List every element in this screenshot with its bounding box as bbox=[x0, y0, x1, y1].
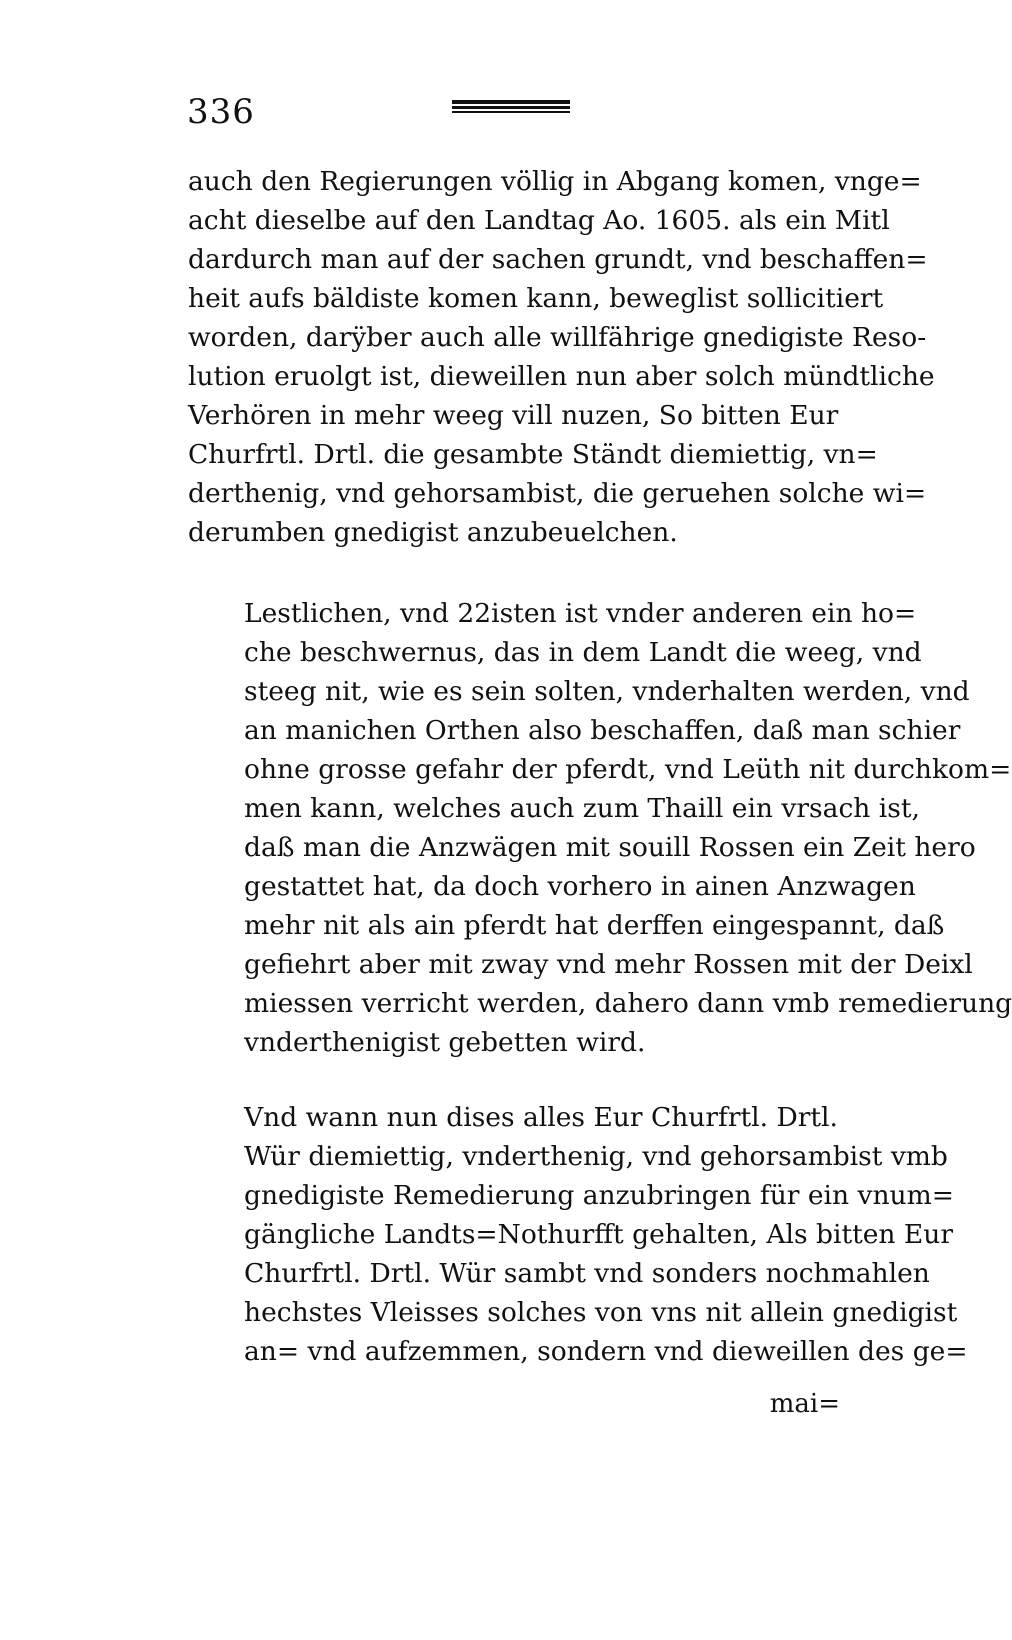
paragraph-2 bbox=[188, 594, 1012, 1062]
ornament-rule bbox=[452, 106, 570, 109]
text-line: Wür diemiettig, vnderthenig, vnd gehorsambist vmb bbox=[244, 1141, 948, 1172]
text-line: gestattet hat, da doch vorhero in ainen Anzwagen bbox=[244, 871, 916, 902]
text-line: derumben gnedigist anzubeuelchen. bbox=[188, 517, 678, 548]
text-line: ohne grosse gefahr der pferdt, vnd Leüth nit durchkom= bbox=[244, 754, 1012, 785]
text-line: gängliche Landts=Nothurfft gehalten, Als bitten Eur bbox=[244, 1219, 953, 1250]
text-line: auch den Regierungen völlig in Abgang komen, vnge= bbox=[188, 166, 922, 197]
text-line: Vnd wann nun dises alles Eur Churfrtl. Drtl. bbox=[244, 1102, 838, 1133]
text-line: an= vnd aufzemmen, sondern vnd dieweillen des ge= bbox=[244, 1336, 968, 1367]
text-line: an manichen Orthen also beschaffen, daß man schier bbox=[244, 715, 961, 746]
text-line: steeg nit, wie es sein solten, vnderhalten werden, vnd bbox=[244, 676, 970, 707]
ornament-rule bbox=[452, 111, 570, 113]
text-line: derthenig, vnd gehorsambist, die geruehen solche wi= bbox=[188, 478, 927, 509]
text-line: dardurch man auf der sachen grundt, vnd beschaffen= bbox=[188, 244, 928, 275]
text-line: acht dieselbe auf den Landtag Ao. 1605. als ein Mitl bbox=[188, 205, 890, 236]
text-line: vnderthenigist gebetten wird. bbox=[244, 1027, 646, 1058]
text-line: Churfrtl. Drtl. die gesambte Ständt diemiettig, vn= bbox=[188, 439, 878, 470]
paragraph-1 bbox=[188, 162, 935, 552]
ornament-rule bbox=[452, 100, 570, 104]
text-line: hechstes Vleisses solches von vns nit allein gnedigist bbox=[244, 1297, 958, 1328]
paragraph-3 bbox=[188, 1098, 968, 1371]
text-line: men kann, welches auch zum Thaill ein vrsach ist, bbox=[244, 793, 920, 824]
text-line: gefiehrt aber mit zway vnd mehr Rossen mit der Deixl bbox=[244, 949, 973, 980]
text-line: daß man die Anzwägen mit souill Rossen ein Zeit hero bbox=[244, 832, 976, 863]
text-line: gnedigiste Remedierung anzubringen für ein vnum= bbox=[244, 1180, 954, 1211]
text-line: worden, darÿber auch alle willfährige gnedigiste Reso- bbox=[188, 322, 927, 353]
text-line: mehr nit als ain pferdt hat derffen eingespannt, daß bbox=[244, 910, 945, 941]
header-ornament bbox=[452, 100, 570, 116]
text-line: Lestlichen, vnd 22isten ist vnder anderen ein ho= bbox=[244, 598, 917, 629]
text-line: miessen verricht werden, dahero dann vmb remedierung bbox=[244, 988, 1012, 1019]
text-line: che beschwernus, das in dem Landt die weeg, vnd bbox=[244, 637, 922, 668]
text-line: Verhören in mehr weeg vill nuzen, So bitten Eur bbox=[188, 400, 839, 431]
catchword: mai= bbox=[769, 1389, 840, 1419]
page-number: 336 bbox=[187, 92, 255, 132]
text-line: Churfrtl. Drtl. Wür sambt vnd sonders nochmahlen bbox=[244, 1258, 930, 1289]
text-line: heit aufs bäldiste komen kann, beweglist sollicitiert bbox=[188, 283, 884, 314]
text-line: lution eruolgt ist, dieweillen nun aber solch mündtliche bbox=[188, 361, 935, 392]
